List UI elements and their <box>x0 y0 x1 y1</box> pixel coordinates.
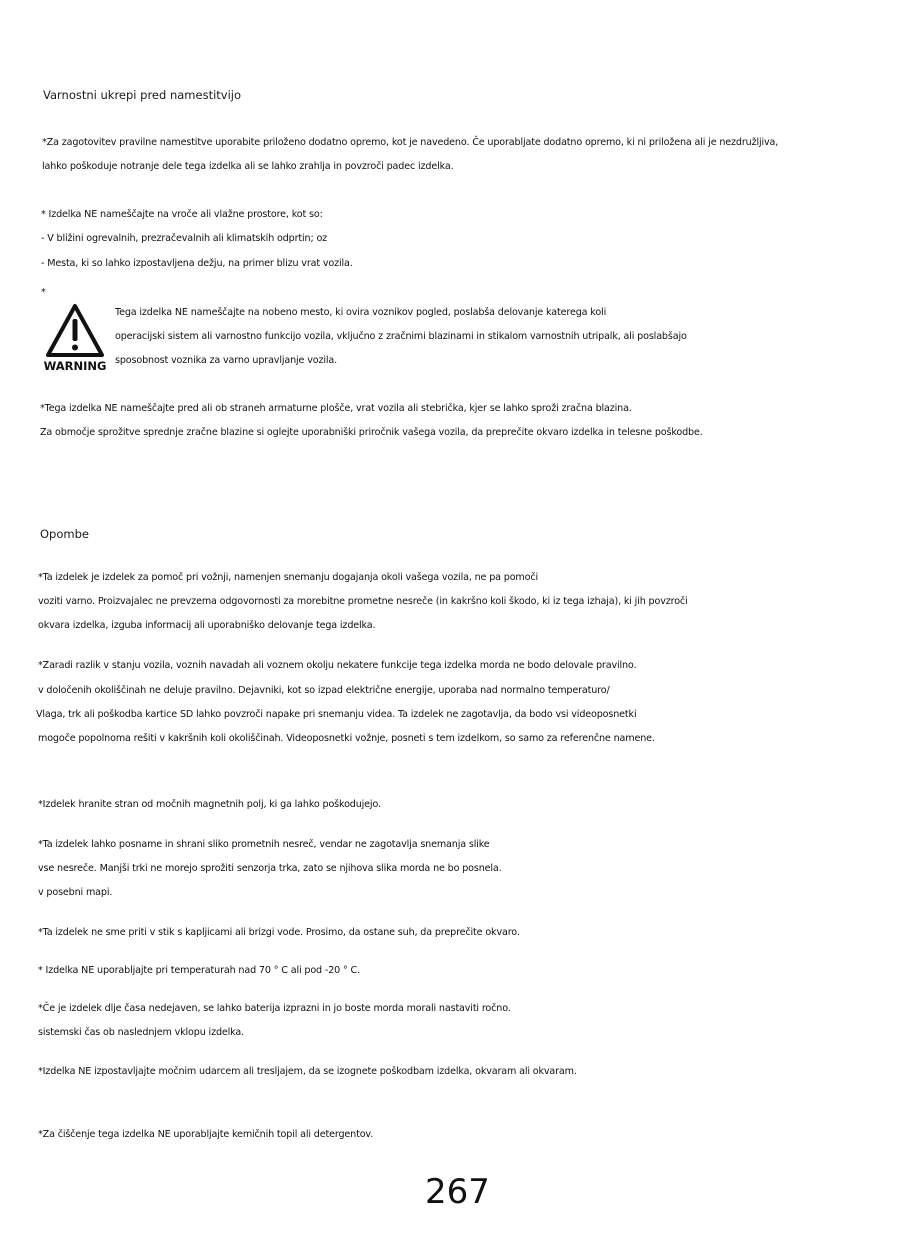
warning-line3: sposobnost voznika za varno upravljanje vozila. <box>115 355 337 366</box>
safety-p4-line2: Za območje sprožitve sprednje zračne blazine si oglejte uporabniški priročnik vašega vozila, da preprečite okvaro izdelka in telesne poškodbe. <box>40 427 703 438</box>
note2-line4: mogoče popolnoma rešiti v kakršnih koli okoliščinah. Videoposnetki vožnje, posneti s tem izdelkom, so samo za referenčne namene. <box>38 733 655 744</box>
warning-label: WARNING <box>44 359 106 372</box>
note7-line1: *Če je izdelek dlje časa nedejaven, se lahko baterija izprazni in jo boste morda morali nastaviti ročno. <box>38 1003 511 1014</box>
safety-heading: Varnostni ukrepi pred namestitvijo <box>43 88 242 102</box>
note6: * Izdelka NE uporabljajte pri temperaturah nad 70 ° C ali pod -20 ° C. <box>38 965 361 976</box>
warning-line2: operacijski sistem ali varnostno funkcijo vozila, vključno z zračnimi blazinami in stikalom varnostnih utripalk, ali poslabšajo <box>115 331 687 342</box>
note4-line2: vse nesreče. Manjši trki ne morejo sprožiti senzorja trka, zato se njihova slika morda ne bo posnela. <box>38 863 502 874</box>
safety-p1-line2: lahko poškoduje notranje dele tega izdelka ali se lahko zrahlja in povzroči padec izdelka. <box>42 161 454 172</box>
warning-star: * <box>41 287 46 298</box>
note2-line2: v določenih okoliščinah ne deluje pravilno. Dejavniki, kot so izpad električne energije, uporaba nad normalno temperaturo/ <box>38 685 610 696</box>
safety-p4-line1: *Tega izdelka NE nameščajte pred ali ob straneh armaturne plošče, vrat vozila ali stebrička, kjer se lahko sproži zračna blazina. <box>40 403 632 414</box>
note7-line2: sistemski čas ob naslednjem vklopu izdelka. <box>38 1027 245 1038</box>
note1-line3: okvara izdelka, izguba informacij ali uporabniško delovanje tega izdelka. <box>38 620 376 631</box>
safety-p2-line3: - Mesta, ki so lahko izpostavljena dežju, na primer blizu vrat vozila. <box>41 258 353 269</box>
note1-line1: *Ta izdelek je izdelek za pomoč pri vožnji, namenjen snemanju dogajanja okoli vašega vozila, ne pa pomoči <box>38 572 538 583</box>
page-number: 267 <box>425 1172 490 1212</box>
note4-line3: v posebni mapi. <box>38 887 113 898</box>
safety-p2-line2: - V bližini ogrevalnih, prezračevalnih ali klimatskih odprtin; oz <box>41 233 328 244</box>
note5: *Ta izdelek ne sme priti v stik s kapljicami ali brizgi vode. Prosimo, da ostane suh, da preprečite okvaro. <box>38 927 520 938</box>
note2-line3: Vlaga, trk ali poškodba kartice SD lahko povzroči napake pri snemanju videa. Ta izdelek ne zagotavlja, da bodo vsi videoposnetki <box>36 709 637 720</box>
safety-p2-line1: * Izdelka NE nameščajte na vroče ali vlažne prostore, kot so: <box>41 209 323 220</box>
warning-icon <box>44 300 106 372</box>
notes-heading: Opombe <box>40 527 89 541</box>
note9: *Za čiščenje tega izdelka NE uporabljajte kemičnih topil ali detergentov. <box>38 1129 374 1140</box>
note4-line1: *Ta izdelek lahko posname in shrani sliko prometnih nesreč, vendar ne zagotavlja snemanja slike <box>38 839 490 850</box>
warning-line1: Tega izdelka NE nameščajte na nobeno mesto, ki ovira voznikov pogled, poslabša delovanje katerega koli <box>115 307 607 318</box>
safety-p1-line1: *Za zagotovitev pravilne namestitve uporabite priloženo dodatno opremo, kot je navedeno. Če uporabljate dodatno opremo, ki ni priložena ali je nezdružljiva, <box>42 137 779 148</box>
note8: *Izdelka NE izpostavljajte močnim udarcem ali tresljajem, da se izognete poškodbam izdelka, okvaram ali okvaram. <box>38 1066 577 1077</box>
note3: *Izdelek hranite stran od močnih magnetnih polj, ki ga lahko poškodujejo. <box>38 799 381 810</box>
note1-line2: voziti varno. Proizvajalec ne prevzema odgovornosti za morebitne prometne nesreče (in kakršno koli škodo, ki iz tega izhaja), ki jih povzroči <box>38 596 688 607</box>
note2-line1: *Zaradi razlik v stanju vozila, voznih navadah ali voznem okolju nekatere funkcije tega izdelka morda ne bodo delovale pravilno. <box>38 660 637 671</box>
